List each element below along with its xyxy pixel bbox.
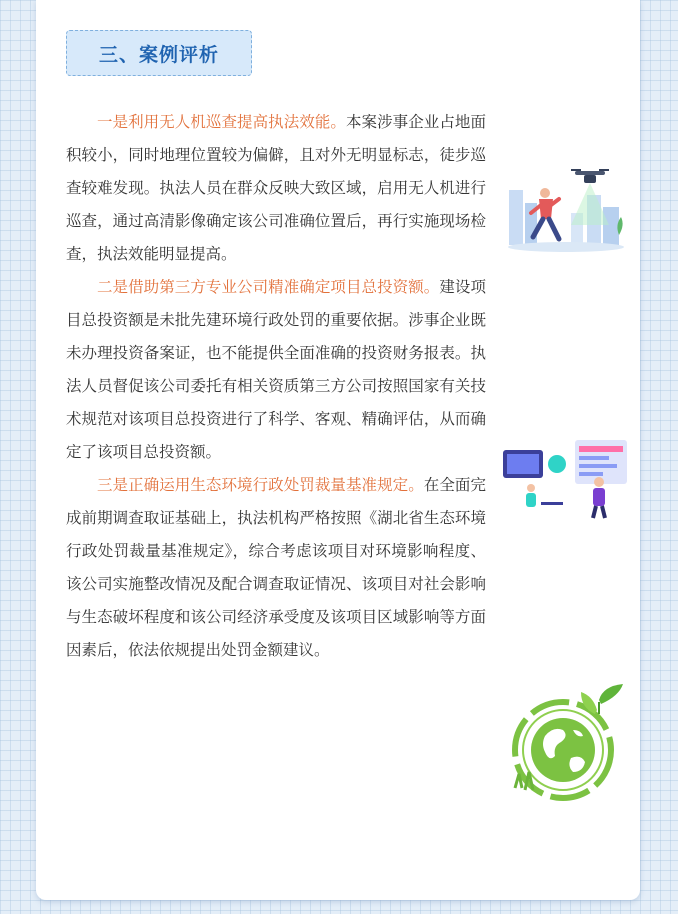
paragraph-investment	[66, 271, 486, 469]
green-earth-illustration	[501, 680, 631, 810]
worker-figure	[593, 477, 605, 518]
paragraph-penalty	[66, 469, 486, 667]
paragraph-text: 本案涉事企业占地面积较小，同时地理位置较为偏僻，且对外无明显标志，徒步巡查较难发现。执法人员在群众反映大致区域，启用无人机进行巡查，通过高清影像确定该公司准确位置后，再行实施现场检查，执法效能明显提高。	[66, 113, 486, 263]
drone-runner-illustration	[501, 165, 631, 255]
paragraph-text: 建设项目总投资额是未批先建环境行政处罚的重要依据。涉事企业既未办理投资备案证，也不能提供全面准确的投资财务报表。执法人员督促该公司委托有相关资质第三方公司按照国家有关技术规范对该项目总投资进行了科学、客观、精确评估，从而确定了该项目总投资额。	[66, 278, 486, 461]
section-title: 三、案例评析	[66, 30, 252, 76]
paragraph-highlight: 二是借助第三方专业公司精准确定项目总投资额。	[97, 278, 440, 296]
paragraph-highlight: 三是正确运用生态环境行政处罚裁量基准规定。	[97, 476, 424, 494]
article-body	[66, 106, 486, 667]
worker-figure	[526, 484, 563, 507]
paragraph-text: 在全面完成前期调查取证基础上，执法机构严格按照《湖北省生态环境行政处罚裁量基准规定》，综合考虑该项目对环境影响程度、该公司实施整改情况及配合调查取证情况、该项目对社会影响与生态破坏程度和该公司经济承受度及该项目区域影响等方面因素后，依法依规提出处罚金额建议。	[66, 476, 486, 659]
paragraph-highlight: 一是利用无人机巡查提高执法效能。	[97, 113, 346, 131]
article-card	[36, 0, 640, 900]
paragraph-drone	[66, 106, 486, 271]
tech-workers-illustration	[501, 430, 631, 520]
drone-icon	[571, 170, 609, 225]
globe-icon	[531, 718, 595, 782]
